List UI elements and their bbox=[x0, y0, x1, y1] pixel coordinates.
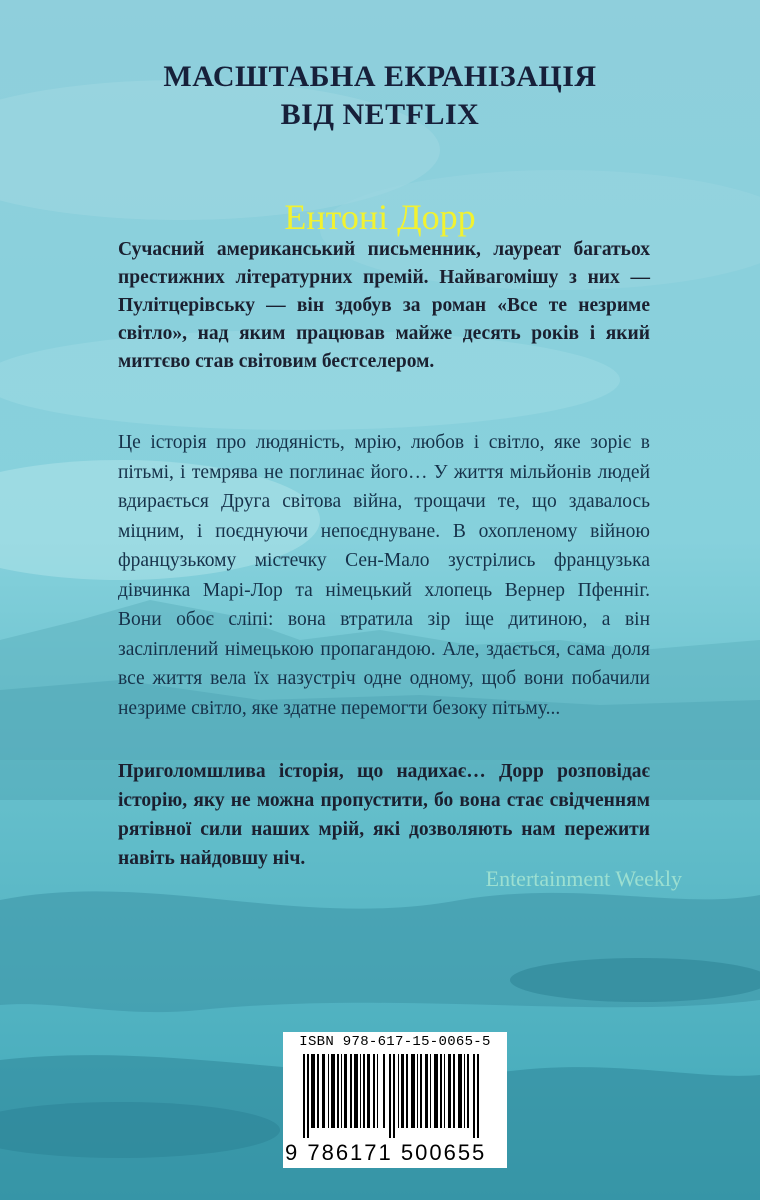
review-source: Entertainment Weekly bbox=[485, 866, 682, 891]
review-quote: Приголомшлива історія, що надихає… Дорр розповідає історію, яку не можна пропустити, бо вона стає свідченням рятівної сили наших мрій, які дозволяють нам пережити навіть найдовшу ніч. bbox=[118, 761, 650, 869]
headline bbox=[0, 58, 760, 134]
headline-line-1: МАСШТАБНА ЕКРАНІЗАЦІЯ bbox=[163, 60, 597, 93]
book-description: Це історія про людяність, мрію, любов і світло, яке зоріє в пітьмі, і темрява не поглинає його… У життя мільйонів людей вдирається Друга світова війна, трощачи те, що здавалось міцним, і поєднуючи непоєднуване. В охопленому війною французькому містечку Сен-Мало зустрілись французька дівчинка Марі-Лор та німецький хлопець Вернер Пфенніг. Вони обоє сліпі: вона втратила зір іще дитиною, а він засліплений німецькою пропагандою. Але, здається, сама доля все життя вела їх назустріч одне одному, щоб вони побачили незриме світло, яке здатне перемогти безоку пітьму... bbox=[118, 432, 650, 719]
isbn-label: ISBN 978-617-15-0065-5 bbox=[299, 1034, 491, 1050]
barcode-digits: 9 786171 500655 bbox=[285, 1140, 487, 1165]
author-name: Ентоні Дорр bbox=[284, 197, 476, 237]
headline-line-2: ВІД NETFLIX bbox=[280, 98, 480, 131]
barcode-bars bbox=[293, 1054, 497, 1138]
author-bio: Сучасний американський письменник, лауреат багатьох престижних літературних премій. Найвагомішу з них — Пулітцерівську — він здобув за роман «Все те незриме світло», над яким працював майже десять років і який миттєво став світовим бестселером. bbox=[118, 239, 650, 372]
isbn-barcode bbox=[283, 1032, 507, 1168]
